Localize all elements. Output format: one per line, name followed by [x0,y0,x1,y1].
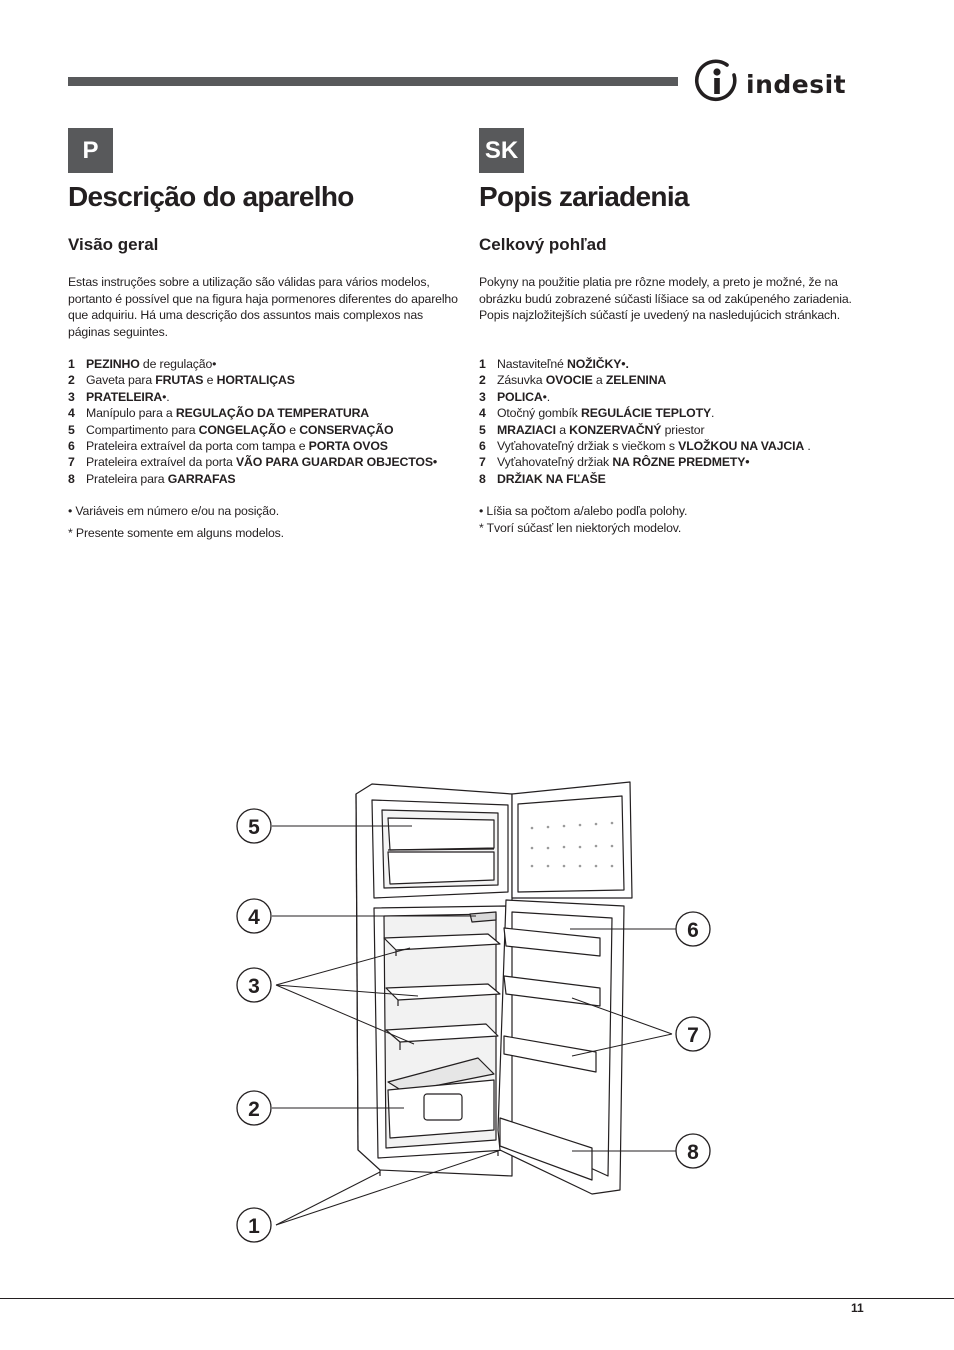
item-number: 5 [479,422,486,437]
callout-3-label: 3 [248,975,260,998]
lang-badge-right: SK [479,128,524,173]
item-text: Prateleira extraível da porta [86,455,236,470]
item-bold-text: REGULAÇÃO DA TEMPERATURA [175,406,370,421]
callout-3 [237,968,271,1002]
callout-2 [237,1091,271,1125]
callout-6-label: 6 [687,919,699,942]
item-text: Gaveta para [86,373,156,388]
item-bold-text: KONZERVAČNÝ [569,422,662,437]
item-bold-text: POLICA [497,389,543,404]
item-text: •. [542,389,550,404]
item-text: Zásuvka [497,373,546,388]
item-text: Nastaviteľné [497,357,567,371]
item-text: a [555,422,570,437]
item-bold-text: CONGELAÇÃO [198,422,286,437]
item-bold-text: HORTALIÇAS [216,373,295,388]
item-text: . [711,406,715,421]
item-bold-text: NOŽIČKY•. [567,357,629,371]
item-number: 3 [479,389,486,404]
item-number: 7 [68,455,75,470]
item-bold-text: OVOCIE [545,373,593,388]
callout-7 [676,1017,710,1051]
item-number: 5 [68,422,75,437]
item-text: a [592,373,606,388]
item-bold-text: VLOŽKOU NA VAJCIA [678,438,805,453]
item-bold-text: PRATELEIRA [86,389,163,404]
item-text: Otočný gombík [497,406,582,421]
item-bold-text: NA RÔZNE PREDMETY• [612,455,750,470]
item-bold-text: PORTA OVOS [308,438,388,453]
callout-8-label: 8 [687,1141,699,1164]
item-text: Vyťahovateľný držiak [497,455,613,470]
item-bold-text: MRAZIACI [497,422,556,437]
intro-text-left: Estas instruções sobre a utilização são válidas para vários modelos, portanto é possível que na figura haja pormenores diferentes do aparelho que adquiriu. Há uma descrição dos assuntos mais complexos nas páginas seguintes. [68,275,458,339]
item-number: 2 [479,373,486,388]
item-text: Manípulo para a [86,406,176,421]
item-number: 6 [68,438,75,453]
item-number: 2 [68,373,75,388]
page-title-right: Popis zariadenia [479,181,689,212]
callout-1 [237,1208,271,1242]
callout-6 [676,912,710,946]
item-number: 8 [479,471,486,486]
note-optional-right: * Tvorí súčasť len niektorých modelov. [479,520,682,535]
item-text: . [804,438,811,453]
section-heading-left: Visão geral [68,235,159,254]
item-text: e [203,373,217,388]
page-title-left: Descrição do aparelho [68,181,354,212]
item-number: 4 [68,406,75,421]
item-text: Compartimento para [86,422,199,437]
item-text: de regulação• [139,357,217,371]
callout-5-label: 5 [248,816,260,839]
item-number: 8 [68,471,75,486]
item-text: Prateleira para [86,471,168,486]
brand-name: indesit [746,69,847,99]
callout-7-label: 7 [687,1024,699,1047]
item-text: •. [162,389,170,404]
item-bold-text: REGULÁCIE TEPLOTY [581,406,712,421]
item-bold-text: FRUTAS [155,373,204,388]
item-bold-text: GARRAFAS [167,471,236,486]
item-bold-text: ZELENINA [605,373,667,388]
callout-2-label: 2 [248,1098,260,1121]
item-text: e [285,422,300,437]
note-variable-left: • Variáveis em número e/ou na posição. [68,504,279,518]
item-number: 7 [479,455,486,470]
item-text: Vyťahovateľný držiak s viečkom s [497,438,679,453]
section-heading-right: Celkový pohľad [479,235,607,254]
note-variable-right: • Líšia sa počtom a/alebo podľa polohy. [479,504,688,518]
item-text: Prateleira extraível da porta com tampa e [86,438,309,453]
lang-badge-left: P [68,128,113,173]
item-bold-text: DRŽIAK NA FĽAŠE [497,471,606,486]
item-number: 4 [479,406,486,421]
item-number: 3 [68,389,75,404]
callout-8 [676,1134,710,1168]
item-bold-text: PEZINHO [86,357,140,371]
item-number: 1 [68,357,75,371]
callout-4 [237,899,271,933]
callout-5 [237,809,271,843]
item-bold-text: VÃO PARA GUARDAR OBJECTOS• [235,455,438,470]
page-number: 11 [851,1301,864,1315]
item-text: priestor [661,422,705,437]
item-number: 6 [479,438,486,453]
intro-text-right: Pokyny na použitie platia pre rôzne modely, a preto je možné, že na obrázku budú zobrazené súčasti líšiace sa od zakúpeného zariadenia. Popis najzložitejších súčastí je uvedený na nasledujúcich stránkach. [479,275,852,322]
item-bold-text: CONSERVAÇÃO [299,422,394,437]
note-optional-left: * Presente somente em alguns modelos. [68,525,284,540]
item-number: 1 [479,357,486,371]
footer-rule [0,1298,954,1299]
callout-4-label: 4 [248,906,260,929]
callout-1-label: 1 [248,1215,260,1238]
